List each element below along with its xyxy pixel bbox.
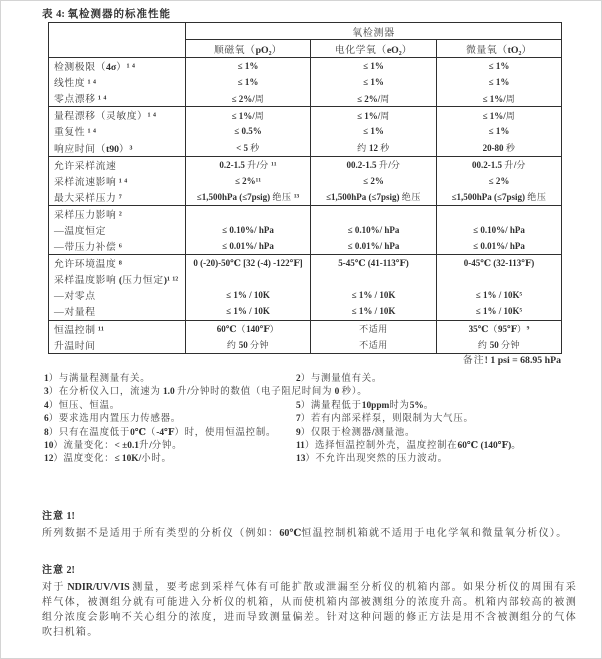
footnote-row: [44, 373, 574, 386]
spec-row-label: 恒温控制 ¹¹: [49, 320, 186, 337]
spec-row-label: 响应时间（t90）³: [54, 143, 133, 155]
spec-value-cell: ≤ 1%: [186, 74, 311, 90]
spec-value-cell: [311, 205, 437, 222]
footnote: 8）只有在温度低于0℃（-4℉）时，使用恒温控制。: [44, 427, 277, 438]
spec-value-cell: [311, 271, 437, 287]
spec-row-label: —对零点: [54, 291, 96, 303]
spec-row-label: —温度恒定: [54, 225, 106, 237]
spec-value-cell: ≤ 1% / 10K: [311, 303, 437, 320]
spec-row-label: 最大采样压力 ⁷: [54, 192, 122, 204]
spec-value-cell: ≤ 0.01%/ hPa: [186, 238, 311, 255]
spec-row: [49, 139, 562, 156]
spec-value-cell: ≤ 2%/周: [186, 90, 311, 107]
spec-value-cell: ≤ 1%: [437, 58, 562, 75]
note-2-title: 注意 2!: [42, 565, 75, 576]
spec-value-cell: ≤ 1% / 10K: [311, 287, 437, 303]
table-title: 表 4: 氧检测器的标准性能: [42, 9, 171, 20]
spec-value-cell: ≤ 0.5%: [186, 123, 311, 139]
spec-value-cell: ≤ 2%: [437, 173, 562, 189]
spec-row: [49, 238, 562, 255]
note-2-section: [42, 561, 577, 640]
spec-value-cell: ≤ 1%: [311, 74, 437, 90]
spec-row: [49, 90, 562, 107]
spec-row-label: 量程漂移（灵敏度）¹ ⁴: [49, 107, 186, 124]
spec-value-cell: 约 50 分钟: [186, 337, 311, 354]
spec-row-label: 采样流速影响 ¹ ⁴: [54, 176, 128, 188]
footnote: 13）不允许出现突然的压力波动。: [296, 454, 448, 465]
column-header-paramagnetic-po2: 顺磁氧（pO₂）: [186, 40, 311, 58]
spec-row: [49, 74, 562, 90]
spec-value-cell: [186, 271, 311, 287]
spec-row-label: —对量程: [54, 307, 96, 319]
spec-value-cell: 0-45℃ (32-113℉): [437, 255, 562, 272]
footnote: 7）若有内部采样泵，则限制为大气压。: [296, 414, 474, 425]
spec-value-cell: 00.2-1.5 升/分: [437, 156, 562, 173]
spec-row: [49, 205, 562, 222]
footnote-row: [44, 386, 574, 399]
spec-value-cell: 不适用: [311, 337, 437, 354]
spec-value-cell: ≤ 0.10%/ hPa: [437, 222, 562, 238]
header-group-row: [49, 23, 562, 40]
spec-value-cell: ≤ 1% / 10K: [186, 303, 311, 320]
spec-row-label: 允许环境温度 ⁸: [49, 255, 186, 272]
spec-row-label: 采样压力影响 ²: [49, 205, 186, 222]
note-1-section: [42, 507, 577, 541]
spec-row: [49, 173, 562, 189]
footnote: 6）要求选用内置压力传感器。: [44, 414, 181, 425]
spec-value-cell: ≤ 1%/周: [186, 107, 311, 124]
spec-row-label: 零点漂移 ¹ ⁴: [54, 94, 107, 106]
footnote: 10）流量变化：< ±0.1升/分钟。: [44, 441, 183, 452]
spec-row: [49, 320, 562, 337]
spec-row-label: —带压力补偿 ⁶: [54, 242, 122, 254]
footnote: 1）与满量程测量有关。: [44, 374, 151, 384]
spec-value-cell: ≤ 2%/周: [311, 90, 437, 107]
spec-value-cell: ≤ 1%: [311, 58, 437, 75]
spec-value-cell: ≤ 1% / 10K⁵: [437, 303, 562, 320]
psi-conversion-note: 备注! 1 psi = 68.95 hPa: [462, 355, 561, 366]
spec-row: [49, 222, 562, 238]
spec-value-cell: [437, 205, 562, 222]
footnote: 12）温度变化：≤ 10K/小时。: [44, 454, 172, 465]
spec-value-cell: [437, 271, 562, 287]
spec-value-cell: 约 50 分钟: [437, 337, 562, 354]
spec-value-cell: ≤ 2%¹¹: [186, 173, 311, 189]
spec-row-label: 采样温度影响 (压力恒定)¹ ¹²: [54, 275, 179, 287]
spec-table: [48, 22, 562, 354]
spec-value-cell: ≤ 0.10%/ hPa: [311, 222, 437, 238]
spec-row: [49, 271, 562, 287]
spec-row-label: 升温时间: [54, 340, 96, 352]
spec-row: [49, 107, 562, 124]
footnote: 4）恒压、恒温。: [44, 400, 120, 411]
spec-value-cell: 20-80 秒: [437, 139, 562, 156]
spec-value-cell: ≤1,500hPa (≤7psig) 绝压 ¹³: [186, 189, 311, 206]
spec-value-cell: 5-45℃ (41-113℉): [311, 255, 437, 272]
footnote: 9）仅限于检测器/测量池。: [296, 427, 416, 438]
spec-value-cell: ≤ 1%: [186, 58, 311, 75]
header-oxygen-detectors: 氧检测器: [186, 23, 562, 40]
spec-row: [49, 189, 562, 206]
footnotes: [44, 373, 574, 467]
spec-row: [49, 337, 562, 354]
spec-value-cell: ≤ 1% / 10K: [186, 287, 311, 303]
spec-value-cell: ≤ 0.01%/ hPa: [437, 238, 562, 255]
spec-value-cell: [186, 205, 311, 222]
note-2-body: 对于 NDIR/UV/VIS 测量，要考虑到采样气体有可能扩散或泄漏至分析仪的机箱内部。如果分析仪的周围有采样气体，被测组分就有可能进入分析仪的机箱，从而使机箱内部被测组分的浓度升高。机箱内部较高的被测组分浓度会影响不关心组分的浓度，进而导致测量偏差。针对这种问题的修正方法是用不含被测组分的气体吹扫机箱。: [42, 582, 577, 638]
spec-row-label: 线性度 ¹ ⁴: [54, 78, 96, 90]
spec-value-cell: 0.2-1.5 升/分 ¹¹: [186, 156, 311, 173]
spec-row: [49, 156, 562, 173]
spec-value-cell: ≤ 1%: [311, 123, 437, 139]
spec-value-cell: 00.2-1.5 升/分: [311, 156, 437, 173]
spec-row-label: 允许采样流速: [49, 156, 186, 173]
spec-value-cell: ≤ 1%: [437, 123, 562, 139]
footnote-row: [44, 413, 574, 426]
spec-row: [49, 303, 562, 320]
spec-row-label: 检测极限（4σ）¹ ⁴: [49, 58, 186, 75]
spec-value-cell: ≤1,500hPa (≤7psig) 绝压: [311, 189, 437, 206]
spec-table-body: [49, 58, 562, 354]
footnote: 2）与测量值有关。: [296, 374, 383, 384]
column-header-electrochemical-eo2: 电化学氧（eO₂）: [311, 40, 437, 58]
note-1-body: 所列数据不是适用于所有类型的分析仪（例如：60℃恒温控制机箱就不适用于电化学氧和微量氧分析仪）。: [42, 528, 568, 539]
spec-value-cell: 约 12 秒: [311, 139, 437, 156]
note-1-title: 注意 1!: [42, 511, 75, 522]
footnote: 11）选择恒温控制外壳，温度控制在60℃ (140℉)。: [296, 441, 522, 452]
footnote-row: [44, 427, 574, 440]
column-header-trace-to2: 微量氧（tO₂）: [437, 40, 562, 58]
spec-value-cell: ≤ 2%: [311, 173, 437, 189]
spec-row: [49, 287, 562, 303]
spec-row-label: 重复性 ¹ ⁴: [54, 127, 96, 139]
spec-value-cell: ≤ 0.01%/ hPa: [311, 238, 437, 255]
spec-value-cell: 35℃（95℉）⁹: [437, 320, 562, 337]
footnote: 5）满量程低于10ppm时为5%。: [296, 400, 434, 411]
footnote-row: [44, 453, 574, 466]
footnote: 3）在分析仪入口，流速为 1.0 升/分钟时的数值（电子阻尼时间为 0 秒）。: [44, 387, 368, 398]
spec-row: [49, 123, 562, 139]
spec-value-cell: < 5 秒: [186, 139, 311, 156]
spec-value-cell: ≤1,500hPa (≤7psig) 绝压: [437, 189, 562, 206]
spec-row: [49, 58, 562, 75]
spec-value-cell: ≤ 1%/周: [437, 107, 562, 124]
spec-value-cell: ≤ 0.10%/ hPa: [186, 222, 311, 238]
spec-value-cell: ≤ 1%: [437, 74, 562, 90]
spec-row: [49, 255, 562, 272]
spec-value-cell: 不适用: [311, 320, 437, 337]
spec-value-cell: ≤ 1%/周: [437, 90, 562, 107]
spec-value-cell: ≤ 1%/周: [311, 107, 437, 124]
footnote-row: [44, 440, 574, 453]
spec-value-cell: 0 (-20)-50℃ [32 (-4) -122℉]: [186, 255, 311, 272]
table-corner-cell: [49, 23, 186, 58]
spec-value-cell: 60℃（140℉）: [186, 320, 311, 337]
footnote-row: [44, 400, 574, 413]
spec-value-cell: ≤ 1% / 10K⁵: [437, 287, 562, 303]
